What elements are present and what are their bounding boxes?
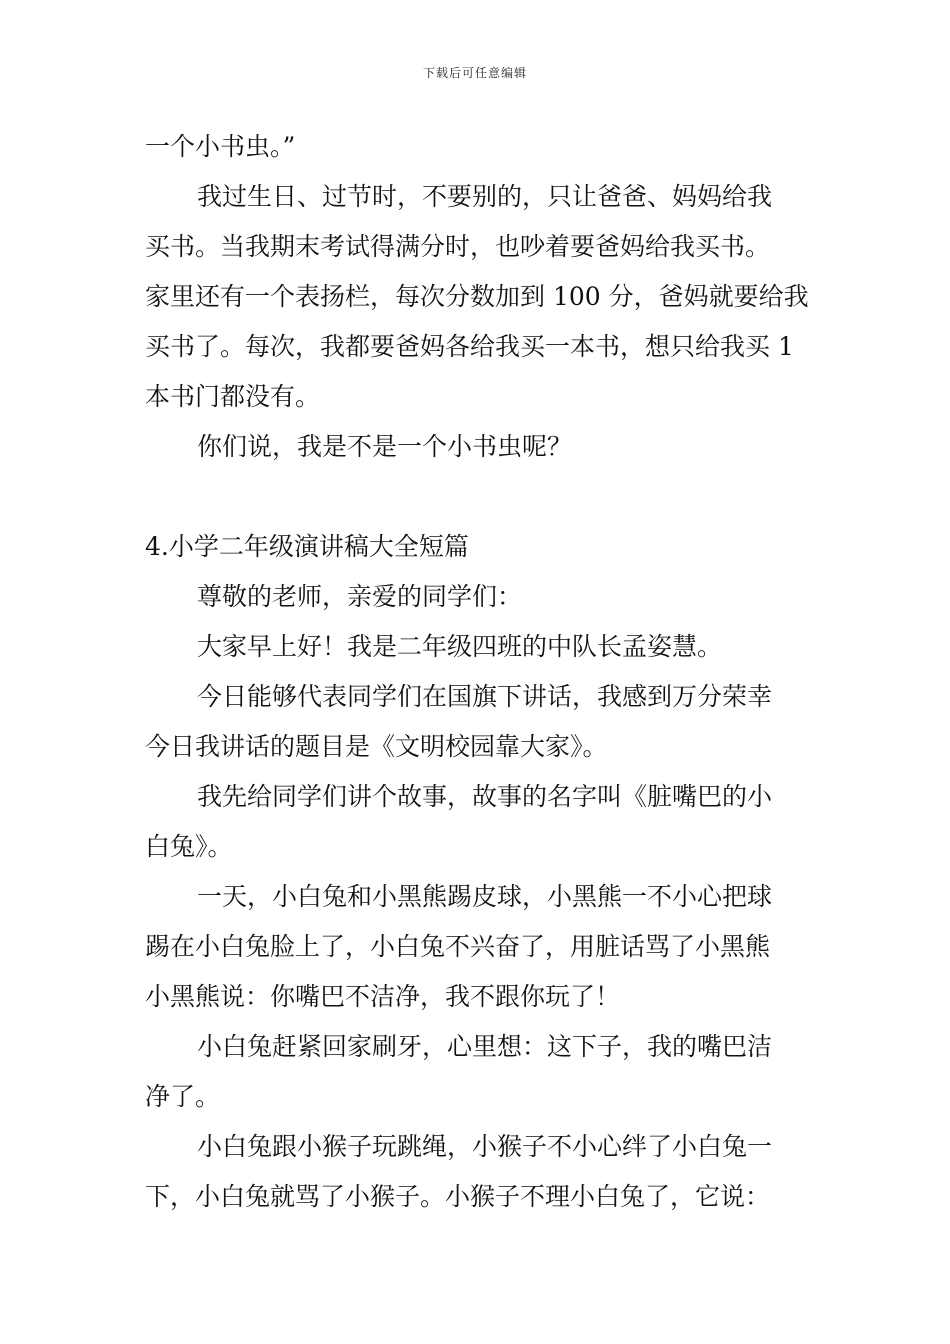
text-line: 买书了。每次，我都要爸妈各给我买一本书，想只给我买 1	[145, 332, 794, 361]
document-body	[145, 122, 810, 1222]
text-line: 我先给同学们讲个故事，故事的名字叫《脏嘴巴的小	[197, 782, 773, 811]
text-line: 小白兔赶紧回家刷牙，心里想：这下子，我的嘴巴洁	[197, 1032, 773, 1061]
text-line: 大家早上好！我是二年级四班的中队长孟姿慧。	[197, 632, 723, 661]
text-line: 尊敬的老师，亲爱的同学们：	[197, 582, 523, 611]
text-line: 净了。	[145, 1082, 221, 1111]
paragraph-gap	[145, 472, 810, 522]
text-line: 你们说，我是不是一个小书虫呢？	[197, 432, 573, 461]
text-line: 小白兔跟小猴子玩跳绳，小猴子不小心绊了小白兔一	[197, 1132, 773, 1161]
text-line: 今日能够代表同学们在国旗下讲话，我感到万分荣幸	[197, 682, 773, 711]
page-header: 下载后可任意编辑	[422, 66, 527, 80]
text-line: 买书。当我期末考试得满分时，也吵着要爸妈给我买书。	[145, 232, 771, 261]
text-line: 我过生日、过节时，不要别的，只让爸爸、妈妈给我	[197, 182, 773, 211]
text-line: 下，小白兔就骂了小猴子。小猴子不理小白兔了，它说：	[145, 1182, 771, 1211]
text-line: 家里还有一个表扬栏，每次分数加到 100 分，爸妈就要给我	[145, 282, 809, 311]
text-line: 一个小书虫。”	[145, 132, 296, 161]
text-line: 今日我讲话的题目是《文明校园靠大家》。	[145, 732, 608, 761]
text-line: 小黑熊说：你嘴巴不洁净，我不跟你玩了！	[145, 982, 621, 1011]
text-line: 4.小学二年级演讲稿大全短篇	[145, 532, 469, 561]
text-line: 本书门都没有。	[145, 382, 321, 411]
text-line: 白兔》。	[145, 832, 233, 861]
text-line: 踢在小白兔脸上了，小白兔不兴奋了，用脏话骂了小黑熊	[145, 932, 771, 961]
text-line: 一天，小白兔和小黑熊踢皮球，小黑熊一不小心把球	[197, 882, 773, 911]
